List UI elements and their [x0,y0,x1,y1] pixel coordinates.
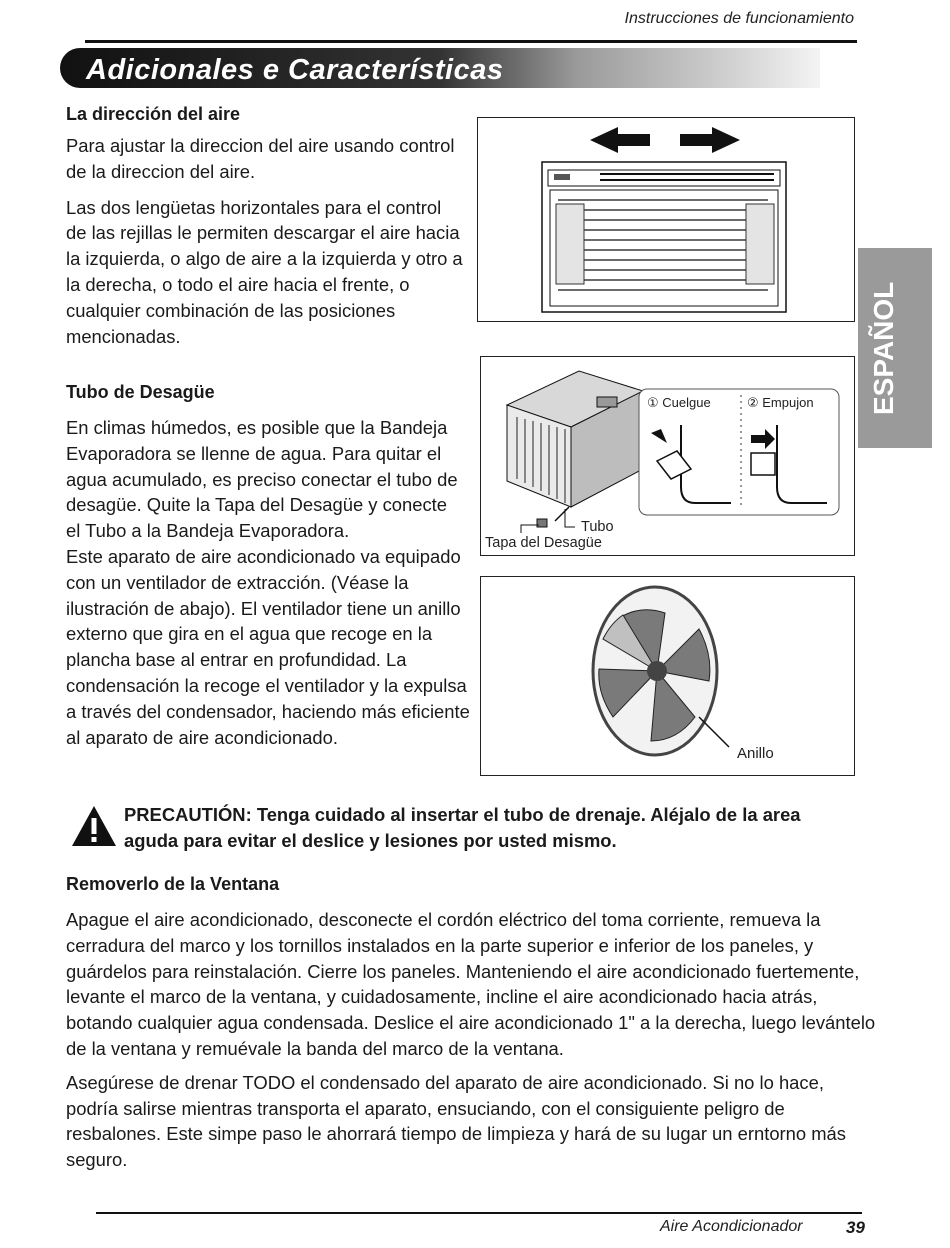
fan-figure [480,576,855,776]
language-tab-label: ESPAÑOL [868,281,899,415]
warning-icon [70,804,118,848]
right-arrow-icon [680,127,740,153]
drain-para2: Este aparato de aire acondicionado va equipado con un ventilador de extracción. (Véase la ilustración de abajo). El ventilador tiene un anillo externo que gira en el agua que recoge en la plancha base al entrar en profundidad. La condensación la recoge el ventilador y la expulsa a través del condensador, haciendo más eficiente al aparato de aire acondicionado. [66,545,470,748]
drain-section [66,382,470,750]
left-arrow-icon [590,127,650,153]
tube-label: Tubo [581,519,614,535]
caution-text: PRECAUTIÓN: Tenga cuidado al insertar el tubo de drenaje. Aléjalo de la area aguda para evitar el deslice y lesiones por usted mismo. [124,804,801,851]
drain-cap-label: Tapa del Desagüe [485,535,602,551]
air-direction-para1: Para ajustar la direccion del aire usando control de la direccion del aire. [66,135,455,182]
drain-figure [480,356,855,556]
push-step-label: ② Empujon [747,395,814,410]
ring-label: Anillo [737,745,774,762]
hang-step-label: ① Cuelgue [647,395,711,410]
air-direction-section [66,104,466,349]
fan-icon [481,577,854,775]
running-header: Instrucciones de funcionamiento [624,10,854,27]
footer-rule [96,1212,862,1214]
removal-section [66,874,878,1173]
drain-heading: Tubo de Desagüe [66,382,215,402]
footer-title: Aire Acondicionador [660,1218,803,1235]
air-direction-heading: La dirección del aire [66,104,241,124]
drain-para1: En climas húmedos, es posible que la Bandeja Evaporadora se llenne de agua. Para quitar el agua acumulado, es preciso conectar el tubo de desagüe. Quite la Tapa del Desagüe y conecte el Tubo a la Bandeja Evaporadora. [66,417,458,542]
removal-para2: Asegúrese de drenar TODO el condensado del aparato de aire acondicionado. Si no lo hace, podría salirse mientras transporta el aparato, ensuciando, con el consiguiente peligro de resbalones. Este simpe paso le ahorrará tiempo de limpieza y hará de su lugar un erntorno más seguro. [66,1071,846,1171]
louver-figure [477,117,855,322]
header-rule [85,40,857,43]
air-direction-para2: Las dos lengüetas horizontales para el control de las rejillas le permiten descargar el aire hacia la izquierda, o algo de aire a la izquierda y otro a la derecha, o todo el aire hacia el frente, o cualquier combinación de las posiciones mencionadas. [66,196,463,347]
removal-para1: Apague el aire acondicionado, desconecte el cordón eléctrico del toma corriente, remueva la cerradura del marco y los tornillos instalados en la parte superior e inferior de los paneles, y guárdelos para reinstalación. Cierre los paneles. Manteniendo el aire acondicionado fuertemente, levante el marco de la ventana, y cuidadosamente, incline el aire acondicionado hacia atrás, botando cualquier agua condensada. Deslice el aire acondicionado 1" a la derecha, luego levántelo de la ventana y remuévale la banda del marco de la ventana. [66,909,876,1059]
removal-heading: Removerlo de la Ventana [66,874,280,894]
page-number: 39 [846,1218,865,1237]
banner-title: Adicionales e Características [86,54,504,86]
